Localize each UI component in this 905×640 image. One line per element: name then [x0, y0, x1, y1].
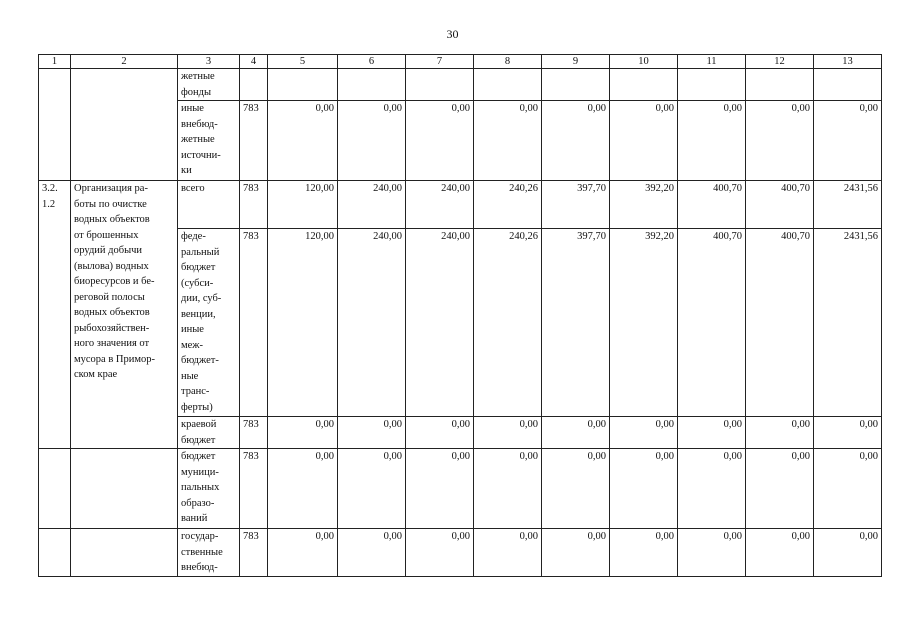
header-cell: 8: [474, 55, 542, 69]
value-cell: 0,00: [814, 449, 882, 529]
value-cell: 0,00: [542, 529, 610, 577]
cell-number: [39, 449, 71, 529]
value-cell: 0,00: [542, 101, 610, 181]
cell-source: [178, 417, 240, 449]
text-line: иные: [181, 324, 204, 335]
cell-source: [178, 69, 240, 101]
cell-number: [39, 181, 71, 449]
text-line: ваний: [181, 513, 208, 524]
cell-number: [39, 69, 71, 181]
value-cell: [338, 69, 406, 101]
table-row: [39, 529, 882, 577]
value-cell: 240,26: [474, 229, 542, 417]
table-row: [39, 181, 882, 229]
value-cell: 240,26: [474, 181, 542, 229]
cell-name: [71, 529, 178, 577]
header-cell: 13: [814, 55, 882, 69]
text-line: феде-: [181, 231, 206, 242]
text-line: ные: [181, 370, 199, 382]
value-cell: 0,00: [610, 101, 678, 181]
header-cell: 10: [610, 55, 678, 69]
value-cell: 0,00: [406, 449, 474, 529]
value-cell: 120,00: [268, 229, 338, 417]
cell-source: [178, 449, 240, 529]
value-cell: [542, 69, 610, 101]
value-cell: 0,00: [268, 449, 338, 529]
text-line: 3.2.: [42, 183, 58, 194]
value-cell: 120,00: [268, 181, 338, 229]
value-cell: [268, 69, 338, 101]
cell-code: [240, 69, 268, 101]
cell-source: [178, 229, 240, 417]
text-line: ки: [181, 165, 192, 176]
header-cell: 12: [746, 55, 814, 69]
header-cell: 7: [406, 55, 474, 69]
value-cell: 397,70: [542, 181, 610, 229]
text-line: рыбохозяйствен-: [74, 322, 150, 334]
value-cell: [814, 69, 882, 101]
value-cell: 240,00: [406, 181, 474, 229]
value-cell: 397,70: [542, 229, 610, 417]
page-number: 30: [446, 27, 459, 41]
text-line: от брошенных: [74, 229, 139, 241]
header-cell: 1: [39, 55, 71, 69]
header-cell: 9: [542, 55, 610, 69]
text-line: орудий добычи: [74, 245, 143, 256]
value-cell: [746, 69, 814, 101]
text-line: реговой полосы: [74, 291, 145, 303]
header-row: [39, 55, 882, 69]
text-line: всего: [181, 183, 205, 194]
header-cell: 6: [338, 55, 406, 69]
text-line: муници-: [181, 466, 219, 478]
value-cell: 0,00: [268, 529, 338, 577]
text-line: Организация ра-: [74, 183, 148, 194]
text-line: транс-: [181, 386, 210, 397]
value-cell: 0,00: [610, 529, 678, 577]
value-cell: 0,00: [678, 101, 746, 181]
text-line: биоресурсов и бе-: [74, 276, 155, 287]
value-cell: 400,70: [746, 229, 814, 417]
value-cell: 0,00: [268, 101, 338, 181]
value-cell: 240,00: [338, 181, 406, 229]
cell-source: [178, 101, 240, 181]
text-line: иные: [181, 103, 204, 114]
value-cell: 0,00: [610, 449, 678, 529]
cell-code: 783: [240, 229, 268, 417]
text-line: ральный: [181, 246, 220, 258]
budget-table: [38, 54, 882, 577]
text-line: источни-: [181, 149, 221, 161]
value-cell: 0,00: [746, 529, 814, 577]
cell-source: [178, 181, 240, 229]
value-cell: 0,00: [814, 101, 882, 181]
value-cell: 0,00: [406, 101, 474, 181]
cell-source: [178, 529, 240, 577]
table-row: [39, 449, 882, 529]
cell-code: 783: [240, 101, 268, 181]
cell-name: [71, 181, 178, 449]
value-cell: 400,70: [678, 229, 746, 417]
value-cell: 0,00: [610, 417, 678, 449]
cell-name: [71, 449, 178, 529]
value-cell: 0,00: [338, 529, 406, 577]
value-cell: 400,70: [746, 181, 814, 229]
value-cell: [406, 69, 474, 101]
text-line: пальных: [181, 482, 220, 493]
value-cell: 0,00: [474, 101, 542, 181]
text-line: боты по очистке: [74, 198, 147, 210]
text-line: ственные: [181, 546, 223, 558]
text-line: жетные: [181, 134, 215, 145]
cell-name: [71, 69, 178, 181]
text-line: образо-: [181, 497, 215, 509]
value-cell: 0,00: [746, 417, 814, 449]
table-row: [39, 69, 882, 101]
text-line: жетные: [181, 71, 215, 82]
header-cell: 11: [678, 55, 746, 69]
cell-code: 783: [240, 181, 268, 229]
value-cell: 0,00: [678, 529, 746, 577]
value-cell: 0,00: [678, 449, 746, 529]
text-line: фонды: [181, 86, 212, 98]
text-line: краевой: [181, 419, 217, 430]
text-line: государ-: [181, 531, 219, 542]
value-cell: 0,00: [542, 449, 610, 529]
text-line: меж-: [181, 339, 204, 351]
text-line: венции,: [181, 308, 216, 320]
value-cell: 392,20: [610, 181, 678, 229]
text-line: водных объектов: [74, 307, 150, 318]
text-line: внебюд-: [181, 118, 218, 130]
text-line: ного значения от: [74, 338, 150, 349]
text-line: водных объектов: [74, 214, 150, 225]
value-cell: 240,00: [338, 229, 406, 417]
value-cell: 0,00: [814, 529, 882, 577]
value-cell: [474, 69, 542, 101]
text-line: мусора в Примор-: [74, 353, 156, 365]
value-cell: 0,00: [268, 417, 338, 449]
value-cell: 0,00: [746, 101, 814, 181]
text-line: внебюд-: [181, 562, 218, 573]
value-cell: 2431,56: [814, 181, 882, 229]
value-cell: 400,70: [678, 181, 746, 229]
value-cell: [610, 69, 678, 101]
value-cell: 0,00: [474, 417, 542, 449]
text-line: ском крае: [74, 369, 118, 380]
text-line: (субси-: [181, 277, 214, 289]
text-line: бюджет-: [181, 355, 219, 366]
header-cell: 3: [178, 55, 240, 69]
value-cell: 0,00: [746, 449, 814, 529]
value-cell: 0,00: [814, 417, 882, 449]
header-cell: 4: [240, 55, 268, 69]
value-cell: 240,00: [406, 229, 474, 417]
header-cell: 5: [268, 55, 338, 69]
header-cell: 2: [71, 55, 178, 69]
text-line: (вылова) водных: [74, 260, 149, 272]
cell-number: [39, 529, 71, 577]
text-line: дии, суб-: [181, 293, 222, 304]
text-line: бюджет: [181, 451, 216, 462]
value-cell: [678, 69, 746, 101]
text-line: ферты): [181, 401, 213, 413]
value-cell: 0,00: [406, 417, 474, 449]
value-cell: 0,00: [338, 101, 406, 181]
cell-code: 783: [240, 449, 268, 529]
value-cell: 0,00: [338, 417, 406, 449]
value-cell: 392,20: [610, 229, 678, 417]
value-cell: 0,00: [678, 417, 746, 449]
value-cell: 0,00: [542, 417, 610, 449]
value-cell: 0,00: [406, 529, 474, 577]
text-line: 1.2: [42, 198, 56, 210]
cell-code: 783: [240, 417, 268, 449]
value-cell: 0,00: [474, 529, 542, 577]
value-cell: 0,00: [338, 449, 406, 529]
value-cell: 0,00: [474, 449, 542, 529]
text-line: бюджет: [181, 262, 216, 273]
value-cell: 2431,56: [814, 229, 882, 417]
text-line: бюджет: [181, 434, 216, 446]
cell-code: 783: [240, 529, 268, 577]
